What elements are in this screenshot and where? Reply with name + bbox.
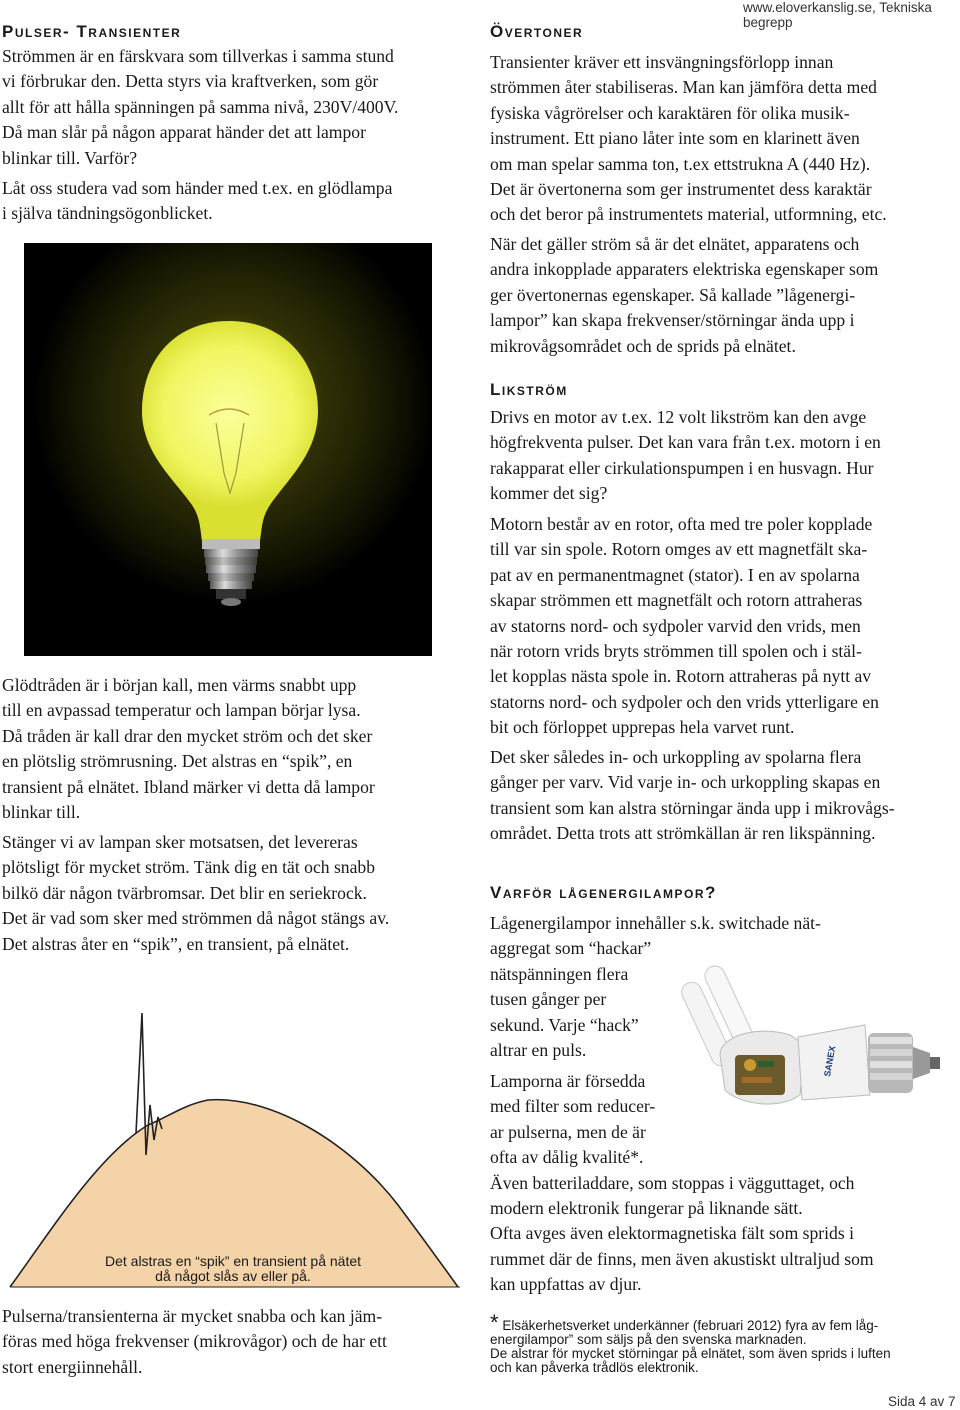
text-line: blinkar till. — [2, 802, 81, 823]
text-line: gånger per varv. Vid varje in- och urkoppling skapas en — [490, 772, 881, 793]
text-line: altrar en puls. — [490, 1040, 587, 1061]
text-line: kommer det sig? — [490, 483, 608, 504]
text-line: Det alstras åter en “spik”, en transient, på elnätet. — [2, 933, 350, 954]
text-line: Transienter kräver ett insvängningsförlopp innan — [490, 52, 834, 72]
text-line: bit och förloppet upprepas hela varvet runt. — [490, 717, 795, 738]
caption-line: Det alstras en “spik” en transient på nätet — [104, 1253, 362, 1269]
paragraph-overtoner-1 — [490, 50, 960, 228]
text-line: rummet där de finns, men även akustiskt ultraljud som — [490, 1248, 874, 1269]
text-line: transient på elnätet. Ibland märker vi detta då lampor — [2, 776, 375, 797]
footnote-star: * — [490, 1310, 499, 1335]
heading-pulser-transienter: Pulser- Transienter — [2, 22, 182, 41]
paragraph-likstrom-1 — [490, 405, 960, 507]
paragraph-pulserna — [2, 1304, 472, 1380]
text-line: Låt oss studera vad som händer med t.ex. en glödlampa — [2, 178, 393, 199]
text-line: strömmen åter stabiliseras. Man kan jämföra detta med — [490, 77, 877, 98]
text-line: stort energiinnehåll. — [2, 1356, 143, 1377]
light-bulb-image — [24, 243, 432, 656]
text-line: i själva tändningsögonblicket. — [2, 203, 213, 224]
text-line: plötsligt för mycket ström. Tänk dig en tät och snabb — [2, 857, 375, 878]
text-line: transient som kan alstra störningar ända upp i mikrovågs- — [490, 797, 895, 818]
footnote-text: Elsäkerhetsverket underkänner (februari 2012) fyra av fem låg- — [502, 1318, 879, 1333]
text-line: området. Detta trots att strömkällan är ren likspänning. — [490, 823, 876, 844]
text-line: Strömmen är en färskvara som tillverkas i samma stund — [2, 46, 394, 66]
text-line: lampor” kan skapa frekvenser/störningar ända upp i — [490, 310, 855, 331]
text-line: om man spelar samma ton, t.ex ettstrukna A (440 Hz). — [490, 153, 871, 174]
paragraph-overtoner-2 — [490, 232, 960, 359]
heading-overtoner: Övertoner — [490, 22, 584, 41]
text-line: av statorns nord- och sydpoler varvid den vrids, men — [490, 615, 861, 636]
light-bulb-illustration — [24, 243, 432, 656]
text-line: pat av en permanentmagnet (stator). I en av spolarna — [490, 564, 860, 585]
transient-wave-figure — [8, 1005, 468, 1295]
page-number: Sida 4 av 7 — [888, 1394, 956, 1409]
footnote-line: energilampor” som säljs på den svenska marknaden. — [490, 1332, 807, 1347]
text-line: Det är övertonerna som ger instrumentet dess karaktär — [490, 179, 872, 200]
text-line: rakapparat eller cirkulationspumpen i en husvagn. Hur — [490, 457, 874, 478]
paragraph-likstrom-2 — [490, 512, 960, 741]
heading-likstrom: Likström — [490, 380, 568, 399]
text-line: skapar strömmen ett magnetfält och rotorn attraheras — [490, 590, 863, 611]
text-line: tusen gånger per — [490, 989, 607, 1010]
site-url: www.eloverkanslig.se, Tekniska begrepp — [743, 0, 932, 30]
text-line: Då tråden är kall drar den mycket ström och det sker — [2, 725, 373, 746]
text-line: med filter som reducer- — [490, 1096, 656, 1117]
footnote-line: och kan påverka trådlös elektronik. — [490, 1360, 699, 1375]
text-line: statorns nord- och sydpoler och den vrids ytterligare en — [490, 691, 879, 712]
paragraph-stanger-vi — [2, 830, 472, 957]
text-line: Då man slår på någon apparat händer det att lampor — [2, 122, 366, 143]
text-line: ger övertonernas egenskaper. Så kallade ”lågenergi- — [490, 284, 856, 305]
intro-text — [2, 44, 472, 227]
text-line: nätspänningen flera — [490, 963, 629, 984]
text-line: högfrekventa pulser. Det kan vara från t.ex. motorn i en — [490, 432, 881, 453]
footnote-line: De alstrar för mycket störningar på elnätet, som även sprids i luften — [490, 1346, 891, 1361]
text-line: Det är vad som sker med strömmen då något stängs av. — [2, 908, 390, 929]
footnote — [490, 1310, 955, 1375]
paragraph-varfor-2 — [490, 1069, 960, 1298]
text-line: Även batteriladdare, som stoppas i vägguttaget, och — [490, 1172, 855, 1193]
text-line: andra inkopplade apparaters elektriska egenskaper som — [490, 259, 879, 280]
footnote-line — [490, 1310, 955, 1335]
text-line: Pulserna/transienterna är mycket snabba och kan jäm- — [2, 1306, 383, 1326]
text-line: let kopplas nästa spole in. Rotorn attraheras på nytt av — [490, 666, 872, 687]
text-line: Lågenergilampor innehåller s.k. switchade nät- — [490, 913, 821, 933]
text-line: ar pulserna, men de är — [490, 1121, 646, 1142]
text-line: mikrovågsområdet och de sprids på elnätet. — [490, 335, 796, 356]
text-line: Lamporna är försedda — [490, 1071, 646, 1091]
text-line: föras med höga frekvenser (mikrovågor) och de har ett — [2, 1331, 387, 1352]
heading-varfor-lagenergilampor: Varför lågenergilampor? — [490, 883, 717, 902]
wave-caption — [68, 1254, 398, 1284]
text-line: till var sin spole. Rotorn omges av ett magnetfält ska- — [490, 539, 868, 560]
text-line: Det sker således in- och urkoppling av spolarna flera — [490, 747, 862, 767]
text-line: och det beror på instrumentets material, utformning, etc. — [490, 204, 887, 225]
paragraph-glodtraden — [2, 673, 472, 825]
text-line: instrument. Ett piano låter inte som en klarinett även — [490, 128, 860, 149]
text-line: aggregat som “hackar” — [490, 938, 652, 959]
text-line: allt för att hålla spänningen på samma nivå, 230V/400V. — [2, 96, 399, 117]
text-line: blinkar till. Varför? — [2, 147, 138, 168]
text-line: bilkö där någon tvärbromsar. Det blir en seriekrock. — [2, 882, 367, 903]
cfl-brand-label: SANEX — [822, 1045, 838, 1078]
caption-line: då något slås av eller på. — [155, 1268, 311, 1284]
text-line: sekund. Varje “hack” — [490, 1014, 639, 1035]
text-line: kan uppfattas av djur. — [490, 1274, 642, 1295]
text-line: fysiska vågrörelser och karaktären för olika musik- — [490, 102, 850, 123]
text-line: modern elektronik fungerar på liknande sätt. — [490, 1198, 803, 1219]
text-line: När det gäller ström så är det elnätet, apparatens och — [490, 234, 860, 254]
text-line: när rotorn vrids bryts strömmen till spolen och i stäl- — [490, 641, 862, 662]
text-line: en plötslig strömrusning. Det alstras en “spik”, en — [2, 751, 353, 772]
transient-wave-drawing — [8, 1005, 468, 1295]
text-line: Glödtråden är i början kall, men värms snabbt upp — [2, 675, 357, 695]
text-line: till en avpassad temperatur och lampan börjar lysa. — [2, 700, 361, 721]
text-line: Drivs en motor av t.ex. 12 volt likström kan den avge — [490, 407, 867, 427]
paragraph-likstrom-3 — [490, 745, 960, 847]
text-line: ofta av dålig kvalité*. — [490, 1147, 644, 1168]
text-line: Stänger vi av lampan sker motsatsen, det levereras — [2, 832, 358, 852]
text-line: vi förbrukar den. Detta styrs via kraftverken, som gör — [2, 71, 379, 92]
text-line: Motorn består av en rotor, ofta med tre poler kopplade — [490, 514, 873, 534]
text-line: Ofta avges även elektormagnetiska fält som sprids i — [490, 1223, 854, 1244]
